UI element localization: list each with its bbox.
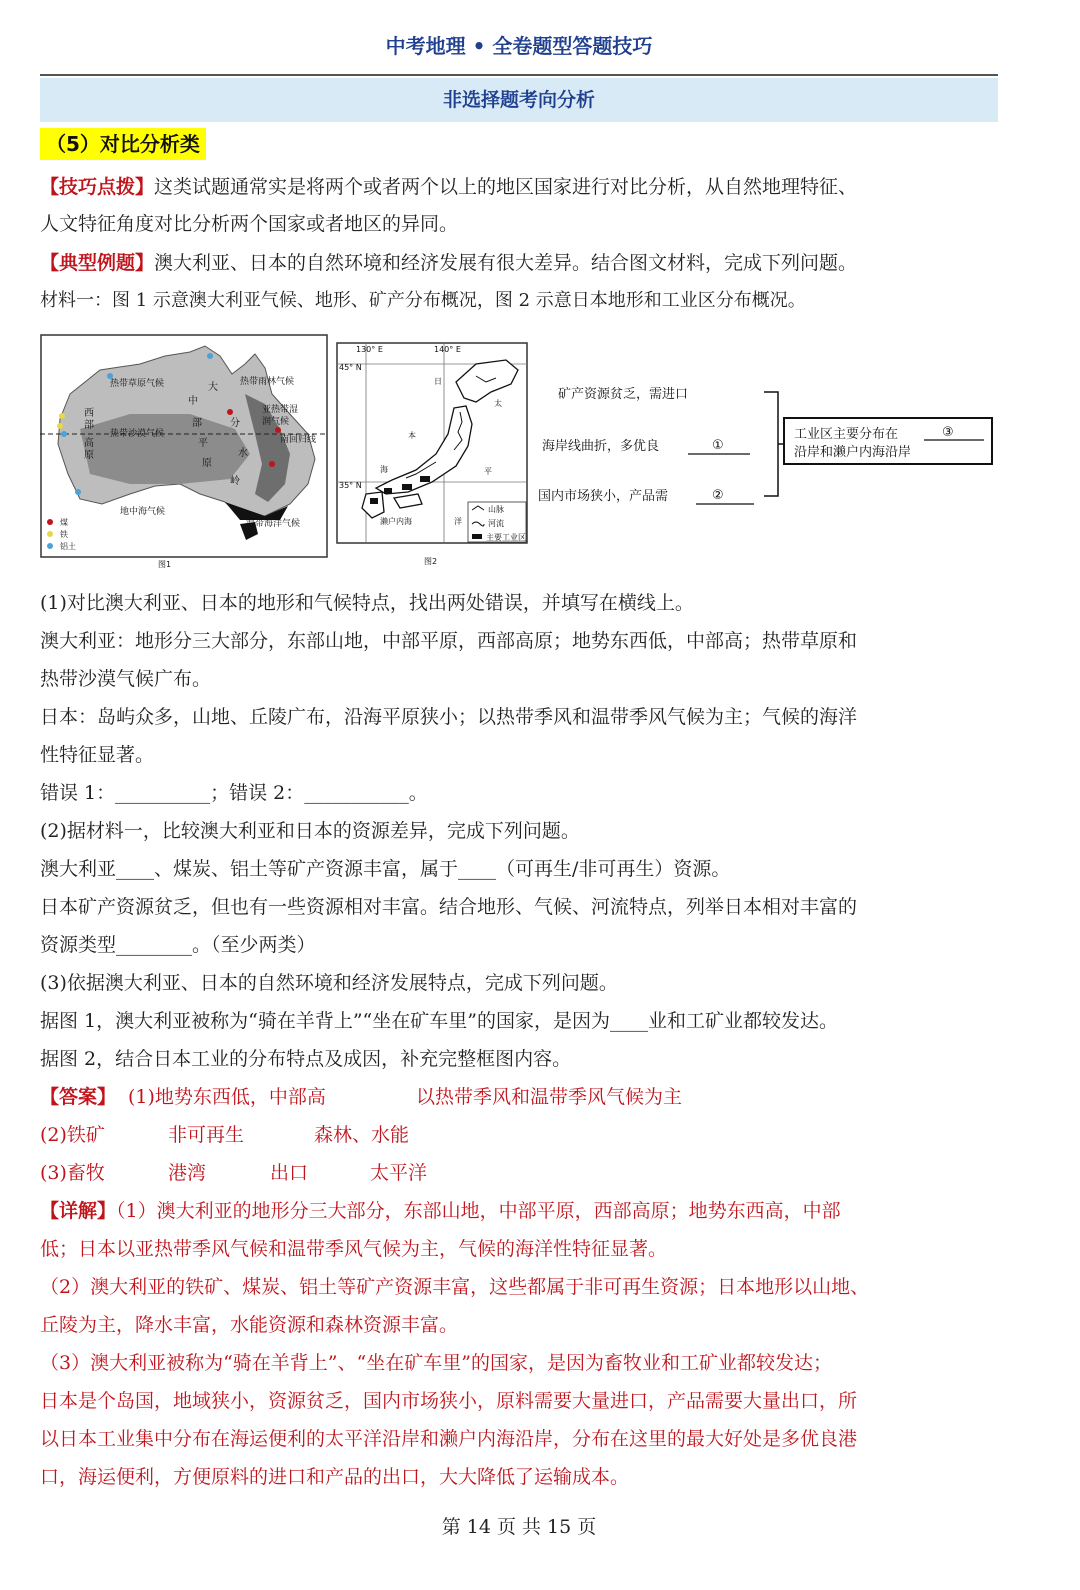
tip-tag: 【技巧点拨】 (40, 176, 155, 198)
answer-3-b: 港湾 (168, 1162, 207, 1184)
longitude-140: 140° E (434, 345, 461, 354)
example-line-1 (40, 250, 1005, 276)
detail-line-5: （3）澳大利亚被称为“骑在羊背上”、“坐在矿车里”的国家，是因为畜牧业和工矿业都较发达； (40, 1352, 832, 1374)
label-mid-2: 部 (192, 418, 202, 429)
ocean-label-1: 太 (494, 399, 502, 408)
question-3: (3)依据澳大利亚、日本的自然环境和经济发展特点，完成下列问题。 (40, 972, 618, 994)
label-mid-3: 平 (198, 438, 208, 449)
legend-iron: 铁 (60, 530, 68, 539)
label-mediterranean: 地中海气候 (120, 507, 166, 517)
flow-box-line-2: 沿岸和濑户内海沿岸 (794, 445, 912, 460)
figure-australia-map (40, 334, 328, 570)
legend-mountain: 山脉 (488, 505, 504, 514)
label-savanna: 热带草原气候 (110, 379, 165, 389)
section-banner (40, 78, 998, 122)
latitude-45: 45° N (339, 363, 362, 372)
label-east-1: 大 (208, 382, 218, 393)
flow-blank-2: ② (712, 488, 724, 503)
detail-line-1 (40, 1198, 1005, 1224)
question-2-b-2: 资源类型________。（至少两类） (40, 934, 316, 956)
detail-line-6: 日本是个岛国，地域狭小，资源贫乏，国内市场狭小，原料需要大量进口，产品需要大量出口，所 (40, 1390, 858, 1412)
legend-river: 河流 (488, 519, 504, 528)
figure-2-caption: 图2 (424, 557, 438, 566)
tip-line-1 (40, 174, 1005, 200)
flow-blank-3: ③ (942, 425, 954, 440)
question-1-australia-2: 热带沙漠气候广布。 (40, 668, 212, 690)
label-tropic: 南回归线 (280, 435, 317, 445)
detail-text-1: （1）澳大利亚的地形分三大部分，东部山地，中部平原，西部高原；地势东西高，中部 (116, 1200, 841, 1222)
section-heading: （5）对比分析类 (40, 128, 206, 160)
label-west-1: 西 (84, 408, 94, 419)
header-divider (40, 74, 998, 76)
answer-row-3 (40, 1160, 1005, 1186)
answer-row-2 (40, 1122, 1005, 1148)
ocean-label-3: 洋 (454, 517, 462, 526)
sea-label-1: 日 (434, 377, 442, 386)
tip-text-1: 这类试题通常实是将两个或者两个以上的地区国家进行对比分析，从自然地理特征、 (154, 176, 858, 198)
label-west-4: 原 (84, 450, 94, 461)
question-3-a: 据图 1，澳大利亚被称为“骑在羊背上”“坐在矿车里”的国家，是因为____业和工矿业都较发达。 (40, 1010, 838, 1032)
question-2-b-1: 日本矿产资源贫乏，但也有一些资源相对丰富。结合地形、气候、河流特点，列举日本相对丰富的 (40, 896, 858, 918)
label-west-2: 部 (84, 420, 94, 431)
answer-1-b: 以热带季风和温带季风气候为主 (416, 1086, 683, 1108)
banner-title: 非选择题考向分析 (442, 89, 595, 111)
label-east-4: 岭 (230, 476, 240, 487)
flow-blank-1: ① (712, 438, 724, 453)
answer-1-a: (1)地势东西低，中部高 (128, 1086, 326, 1108)
page-number-footer: 第 14 页 共 15 页 (441, 1516, 597, 1538)
label-subtropical-1: 亚热带湿 (262, 405, 299, 415)
longitude-130: 130° E (356, 345, 383, 354)
question-1: (1)对比澳大利亚、日本的地形和气候特点，找出两处错误，并填写在横线上。 (40, 592, 694, 614)
question-1-errors: 错误 1：__________；错误 2：___________。 (40, 782, 428, 804)
answer-tag: 【答案】 (40, 1086, 117, 1108)
label-east-2: 分 (230, 418, 240, 429)
answer-3-d: 太平洋 (370, 1162, 428, 1184)
question-3-b: 据图 2，结合日本工业的分布特点及成因，补充完整框图内容。 (40, 1048, 572, 1070)
label-west-3: 高 (84, 438, 94, 449)
label-mid-1: 中 (188, 396, 198, 407)
detail-line-2: 低；日本以亚热带季风气候和温带季风气候为主，气候的海洋性特征显著。 (40, 1238, 668, 1260)
industry-flow-diagram (536, 370, 1006, 520)
page-header-title: 中考地理 • 全卷题型答题技巧 (385, 34, 653, 58)
answer-3-a: (3)畜牧 (40, 1162, 105, 1184)
ocean-label-2: 平 (484, 467, 492, 476)
question-2-a: 澳大利亚____、煤炭、铝土等矿产资源丰富，属于____（可再生/非可再生）资源。 (40, 858, 731, 880)
setonaikai-label: 濑户内海 (380, 517, 412, 526)
answer-row-1 (40, 1084, 1005, 1110)
example-tag: 【典型例题】 (40, 252, 155, 274)
flow-box-line-1: 工业区主要分布在 (794, 427, 899, 442)
figure-japan-map (336, 342, 532, 568)
example-line-2: 材料一：图 1 示意澳大利亚气候、地形、矿产分布概况，图 2 示意日本地形和工业区分布概况。 (40, 290, 806, 311)
detail-line-3: （2）澳大利亚的铁矿、煤炭、铝土等矿产资源丰富，这些都属于非可再生资源；日本地形以山地、 (40, 1276, 870, 1298)
example-text-1: 澳大利亚、日本的自然环境和经济发展有很大差异。结合图文材料，完成下列问题。 (154, 252, 858, 274)
question-2: (2)据材料一，比较澳大利亚和日本的资源差异，完成下列问题。 (40, 820, 580, 842)
answer-3-c: 出口 (270, 1162, 309, 1184)
answer-2-b: 非可再生 (168, 1124, 245, 1146)
label-east-3: 水 (238, 448, 248, 459)
legend-industrial: 主要工业区 (486, 533, 526, 542)
flow-item-1: 矿产资源贫乏，需进口 (558, 387, 689, 402)
question-1-japan-2: 性特征显著。 (40, 744, 155, 766)
question-1-australia-1: 澳大利亚：地形分三大部分，东部山地，中部平原，西部高原；地势东西低，中部高；热带草原和 (40, 630, 858, 652)
flow-item-2: 海岸线曲折，多优良 (542, 439, 660, 454)
detail-tag: 【详解】 (40, 1200, 117, 1222)
flow-item-3: 国内市场狭小，产品需 (538, 489, 669, 504)
legend-coal: 煤 (60, 518, 68, 527)
label-maritime: 温带海洋气候 (246, 519, 301, 529)
label-rainforest: 热带雨林气候 (240, 377, 295, 387)
sea-label-2: 本 (408, 431, 416, 440)
answer-2-c: 森林、水能 (314, 1124, 410, 1146)
latitude-35: 35° N (339, 481, 362, 490)
detail-line-8: 口，海运便利，方便原料的进口和产品的出口，大大降低了运输成本。 (40, 1466, 630, 1488)
tip-line-2: 人文特征角度对比分析两个国家或者地区的异同。 (40, 213, 459, 235)
answer-2-a: (2)铁矿 (40, 1124, 105, 1146)
legend-bauxite: 铝土 (60, 542, 76, 551)
detail-line-4: 丘陵为主，降水丰富，水能资源和森林资源丰富。 (40, 1314, 459, 1336)
sea-label-3: 海 (380, 465, 388, 474)
label-subtropical-2: 润气候 (262, 417, 290, 427)
detail-line-7: 以日本工业集中分布在海运便利的太平洋沿岸和濑户内海沿岸，分布在这里的最大好处是多优良港 (40, 1428, 858, 1450)
question-1-japan-1: 日本：岛屿众多，山地、丘陵广布，沿海平原狭小；以热带季风和温带季风气候为主；气候的海洋 (40, 706, 858, 728)
label-mid-4: 原 (202, 458, 212, 469)
label-desert: 热带沙漠气候 (110, 429, 165, 439)
figure-1-caption: 图1 (158, 560, 172, 569)
